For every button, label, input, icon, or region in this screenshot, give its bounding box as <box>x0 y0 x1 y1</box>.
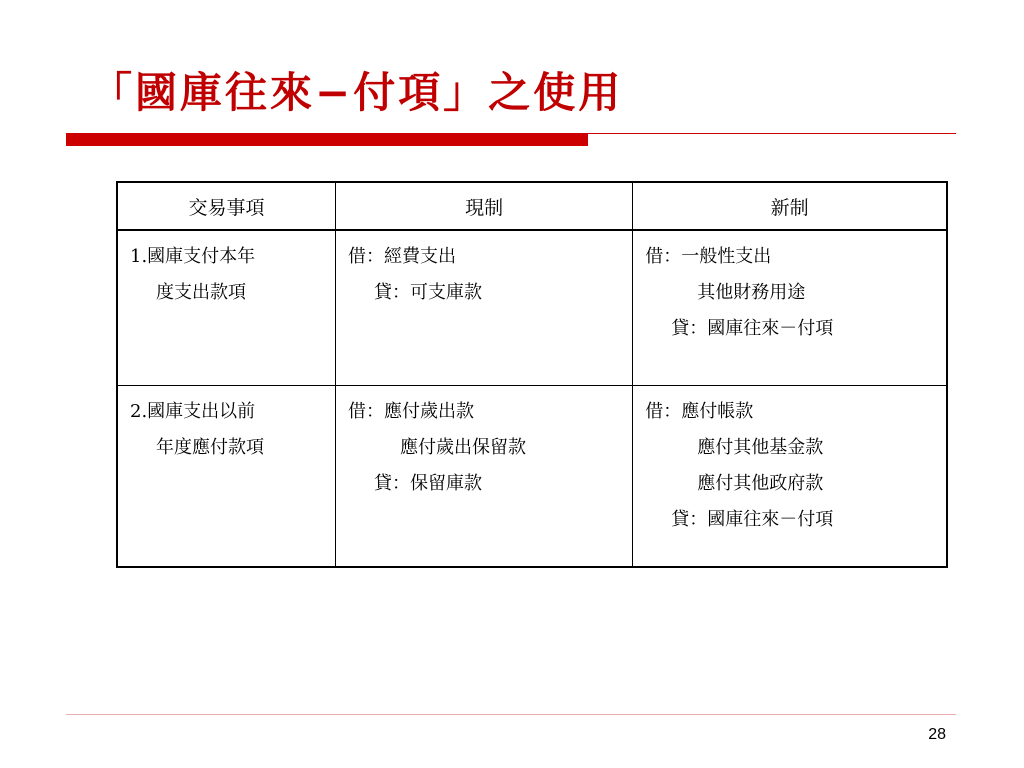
header-new-system: 新制 <box>633 182 947 230</box>
cell-current <box>336 230 633 386</box>
entry-debit: 借：應付歲出款 <box>348 401 475 422</box>
footer-divider <box>66 714 956 715</box>
entry-debit: 借：經費支出 <box>348 246 457 267</box>
entry-debit: 應付其他基金款 <box>697 437 824 458</box>
cell-current <box>336 386 633 568</box>
slide-title: 「國庫往來−付項」之使用 <box>90 68 624 117</box>
comparison-table <box>116 181 948 568</box>
header-transaction: 交易事項 <box>117 182 336 230</box>
page-number: 28 <box>928 726 946 743</box>
cell-new <box>633 230 947 386</box>
cell-item <box>117 230 336 386</box>
table-header-row <box>117 182 947 230</box>
entry-debit: 應付其他政府款 <box>697 473 824 494</box>
item-text: 1.國庫支付本年 <box>130 246 256 267</box>
entry-debit: 借：一般性支出 <box>645 246 772 267</box>
entry-credit: 貸：國庫往來－付項 <box>671 318 834 339</box>
entry-debit: 應付歲出保留款 <box>400 437 527 458</box>
cell-item <box>117 386 336 568</box>
entry-credit: 貸：可支庫款 <box>374 282 483 303</box>
title-underline-bar <box>66 134 588 146</box>
table-row <box>117 230 947 386</box>
entry-debit: 借：應付帳款 <box>645 401 754 422</box>
entry-credit: 貸：保留庫款 <box>374 473 483 494</box>
item-text: 度支出款項 <box>156 282 246 303</box>
entry-debit: 其他財務用途 <box>697 282 806 303</box>
header-current-system: 現制 <box>336 182 633 230</box>
item-text: 2.國庫支出以前 <box>130 401 256 422</box>
entry-credit: 貸：國庫往來－付項 <box>671 509 834 530</box>
table-row <box>117 386 947 568</box>
cell-new <box>633 386 947 568</box>
item-text: 年度應付款項 <box>156 437 264 458</box>
